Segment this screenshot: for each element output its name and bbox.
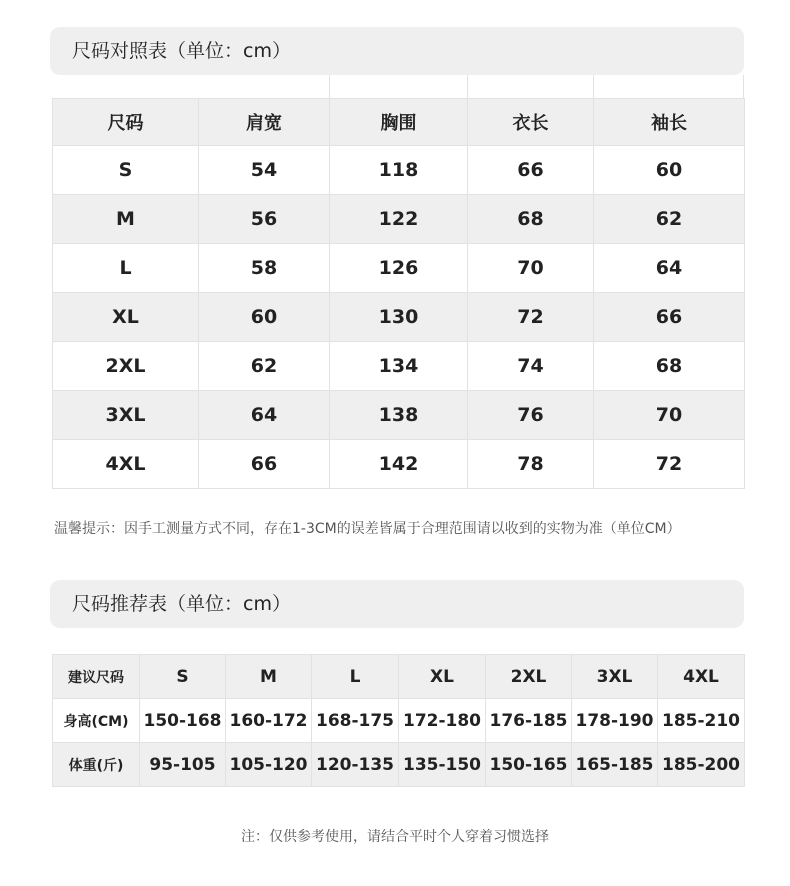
cell: S: [140, 655, 226, 699]
cell: L: [312, 655, 399, 699]
header-shoulder: 肩宽: [199, 99, 330, 146]
cell: 176-185: [486, 699, 572, 743]
cell: 60: [199, 293, 330, 342]
row-label: 身高(CM): [53, 699, 140, 743]
row-label: 体重(斤): [53, 743, 140, 787]
table-row: [53, 293, 745, 342]
cell: 178-190: [572, 699, 658, 743]
header-chest: 胸围: [330, 99, 468, 146]
header-length: 衣长: [468, 99, 594, 146]
cell: 66: [199, 440, 330, 489]
cell: 185-210: [658, 699, 745, 743]
cell: 76: [468, 391, 594, 440]
cell: 95-105: [140, 743, 226, 787]
table-row: [53, 146, 745, 195]
size-chart-title: 尺码对照表（单位：cm）: [50, 27, 744, 75]
cell: 172-180: [399, 699, 486, 743]
cell: 134: [330, 342, 468, 391]
table-row: [53, 391, 745, 440]
cell: 126: [330, 244, 468, 293]
cell: 72: [594, 440, 745, 489]
header-size: 尺码: [53, 99, 199, 146]
cell: 142: [330, 440, 468, 489]
cell: 62: [199, 342, 330, 391]
row-label: 建议尺码: [53, 655, 140, 699]
measurement-tip: 温馨提示：因手工测量方式不同，存在1-3CM的误差皆属于合理范围请以收到的实物为准（单位CM）: [54, 521, 681, 537]
cell: 58: [199, 244, 330, 293]
table-row: [53, 195, 745, 244]
cell: 78: [468, 440, 594, 489]
cell: 165-185: [572, 743, 658, 787]
table-row: [53, 244, 745, 293]
cell: L: [53, 244, 199, 293]
cell: 3XL: [572, 655, 658, 699]
cell: S: [53, 146, 199, 195]
cell: 160-172: [226, 699, 312, 743]
cell: M: [53, 195, 199, 244]
cell: 70: [468, 244, 594, 293]
table-header-row: [53, 99, 745, 146]
cell: 54: [199, 146, 330, 195]
cell: 4XL: [53, 440, 199, 489]
cell: 2XL: [53, 342, 199, 391]
cell: XL: [399, 655, 486, 699]
recommend-chart-table: [52, 654, 745, 787]
cell: 105-120: [226, 743, 312, 787]
cell: 138: [330, 391, 468, 440]
cell: 2XL: [486, 655, 572, 699]
cell: 66: [468, 146, 594, 195]
cell: XL: [53, 293, 199, 342]
cell: 168-175: [312, 699, 399, 743]
cell: 60: [594, 146, 745, 195]
table-stub-lines: [52, 75, 744, 98]
cell: 185-200: [658, 743, 745, 787]
table-row: [53, 743, 745, 787]
table-row: [53, 699, 745, 743]
cell: 68: [594, 342, 745, 391]
usage-note: 注：仅供参考使用，请结合平时个人穿着习惯选择: [241, 829, 549, 845]
cell: M: [226, 655, 312, 699]
cell: 62: [594, 195, 745, 244]
table-row: [53, 655, 745, 699]
cell: 3XL: [53, 391, 199, 440]
cell: 118: [330, 146, 468, 195]
recommend-chart-title: 尺码推荐表（单位：cm）: [50, 580, 744, 628]
size-chart-table: [52, 98, 745, 489]
cell: 74: [468, 342, 594, 391]
cell: 150-168: [140, 699, 226, 743]
header-sleeve: 袖长: [594, 99, 745, 146]
cell: 122: [330, 195, 468, 244]
cell: 70: [594, 391, 745, 440]
cell: 72: [468, 293, 594, 342]
cell: 150-165: [486, 743, 572, 787]
table-row: [53, 440, 745, 489]
cell: 66: [594, 293, 745, 342]
cell: 4XL: [658, 655, 745, 699]
cell: 120-135: [312, 743, 399, 787]
cell: 135-150: [399, 743, 486, 787]
cell: 130: [330, 293, 468, 342]
cell: 64: [594, 244, 745, 293]
cell: 56: [199, 195, 330, 244]
table-row: [53, 342, 745, 391]
cell: 68: [468, 195, 594, 244]
cell: 64: [199, 391, 330, 440]
